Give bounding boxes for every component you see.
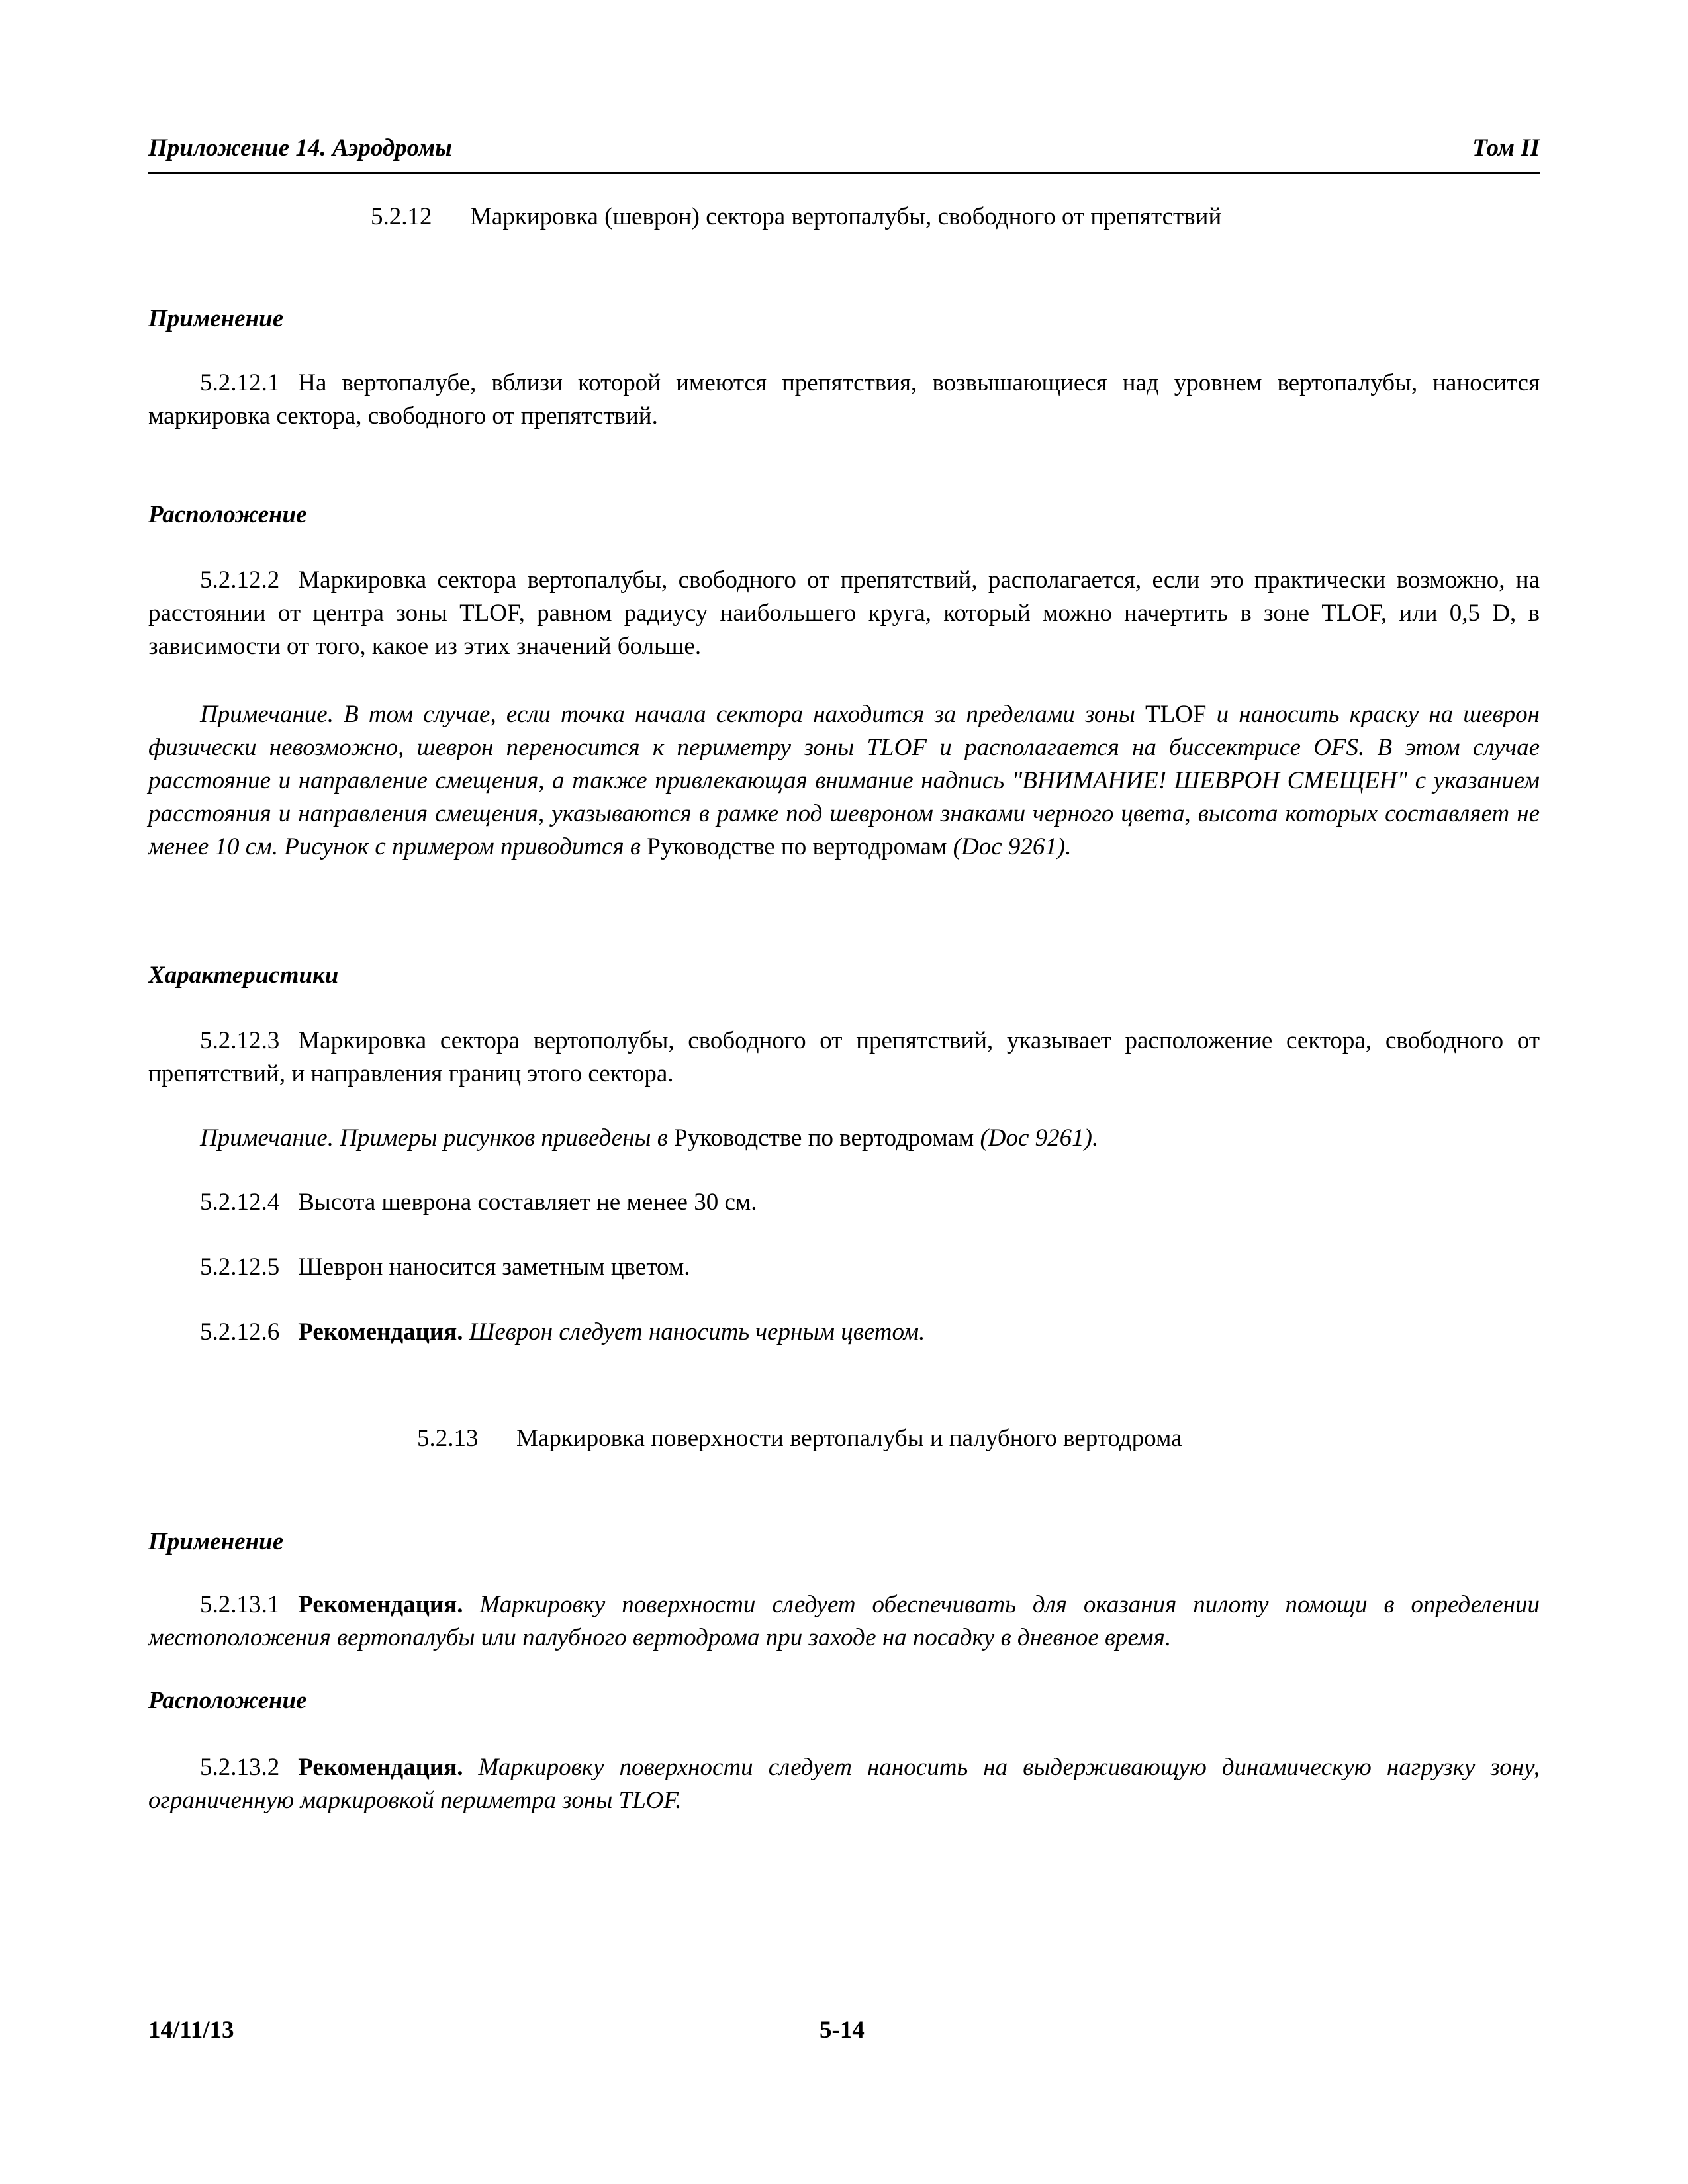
note-manual-reference: Руководстве по вертодромам [674, 1124, 974, 1152]
page-header [148, 134, 1540, 174]
heading-location: Расположение [148, 501, 307, 528]
paragraph-5-2-13-2 [148, 1751, 1540, 1817]
paragraph-number: 5.2.12.5 [200, 1253, 280, 1281]
paragraph-5-2-13-1 [148, 1588, 1540, 1655]
note-manual-reference: Руководстве по вертодромам [647, 833, 947, 860]
paragraph-5-2-12-1 [148, 367, 1540, 433]
paragraph-number: 5.2.12.3 [200, 1027, 280, 1054]
note-text: Примечание. В том случае, если точка начала сектора находится за пределами зоны [200, 701, 1145, 728]
paragraph-5-2-12-5 [148, 1251, 1540, 1284]
paragraph-number: 5.2.12.4 [200, 1189, 280, 1216]
note-examples [148, 1122, 1540, 1155]
heading-application-2: Применение [148, 1528, 284, 1555]
header-annex-title: Приложение 14. Аэродромы [148, 134, 452, 161]
note-doc-reference: (Doc 9261). [947, 833, 1072, 860]
paragraph-text: Шеврон следует наносить черным цветом. [469, 1318, 925, 1345]
section-title-text: Маркировка (шеврон) сектора вертопалубы, свободного от препятствий [470, 203, 1222, 230]
note-text-continued: и наносить краску на шеврон физически невозможно, шеврон переносится к периметру зоны TLOF и располагается на биссектрисе OFS. В этом случае расстояние и направление смещения, а также привлекающая внимание надпись "ВНИМАНИЕ! ШЕВРОН СМЕЩЕН" с указанием расстояния и направления смещения, указываются в рамке под шевроном знаками черного цвета, высота которых составляет не менее 10 см. Рисунок с примером приводится в [148, 701, 1540, 860]
footer-date: 14/11/13 [148, 2017, 234, 2044]
paragraph-number: 5.2.13.1 [200, 1591, 280, 1618]
paragraph-number: 5.2.12.6 [200, 1318, 280, 1345]
recommendation-label: Рекомендация. [298, 1318, 463, 1345]
heading-location-2: Расположение [148, 1687, 307, 1714]
note-doc-reference: (Doc 9261). [974, 1124, 1099, 1152]
section-number: 5.2.13 [417, 1425, 479, 1452]
paragraph-text: Маркировка сектора вертопалубы, свободного от препятствий, располагается, если это практически возможно, на расстоянии от центра зоны TLOF, равном радиусу наибольшего круга, который можно начертить в зоне TLOF, или 0,5 D, в зависимости от того, какое из этих значений больше. [148, 567, 1540, 660]
paragraph-number: 5.2.12.1 [200, 369, 280, 396]
note-tlof: TLOF [1145, 701, 1207, 728]
paragraph-text: Шеврон наносится заметным цветом. [298, 1253, 690, 1281]
paragraph-text: Высота шеврона составляет не менее 30 см. [298, 1189, 757, 1216]
paragraph-text: Маркировка сектора вертополубы, свободного от препятствий, указывает расположение сектора, свободного от препятствий, и направления границ этого сектора. [148, 1027, 1540, 1087]
paragraph-5-2-12-2 [148, 564, 1540, 663]
paragraph-text: Маркировку поверхности следует наносить на выдерживающую динамическую нагрузку зону, ограниченную маркировкой периметра зоны TLOF. [148, 1754, 1540, 1814]
heading-application: Применение [148, 305, 284, 332]
paragraph-number: 5.2.13.2 [200, 1754, 280, 1781]
note-chevron-displaced [148, 698, 1540, 864]
footer-page-number: 5-14 [820, 2017, 865, 2044]
paragraph-5-2-12-4 [148, 1186, 1540, 1219]
section-5212-title [371, 203, 1221, 231]
paragraph-5-2-12-3 [148, 1024, 1540, 1091]
paragraph-text: На вертопалубе, вблизи которой имеются препятствия, возвышающиеся над уровнем вертопалубы, наносится маркировка сектора, свободного от препятствий. [148, 369, 1540, 430]
heading-characteristics: Характеристики [148, 962, 339, 989]
section-5213-title [417, 1424, 1182, 1453]
paragraph-number: 5.2.12.2 [200, 567, 280, 594]
section-number: 5.2.12 [371, 203, 432, 230]
header-volume: Том II [1472, 134, 1540, 161]
paragraph-text: Маркировку поверхности следует обеспечивать для оказания пилоту помощи в определении местоположения вертопалубы или палубного вертодрома при заходе на посадку в дневное время. [148, 1591, 1540, 1651]
recommendation-label: Рекомендация. [298, 1754, 463, 1781]
recommendation-label: Рекомендация. [298, 1591, 463, 1618]
paragraph-5-2-12-6 [148, 1316, 1540, 1349]
section-title-text: Маркировка поверхности вертопалубы и палубного вертодрома [516, 1425, 1182, 1452]
note-text: Примечание. Примеры рисунков приведены в [200, 1124, 675, 1152]
